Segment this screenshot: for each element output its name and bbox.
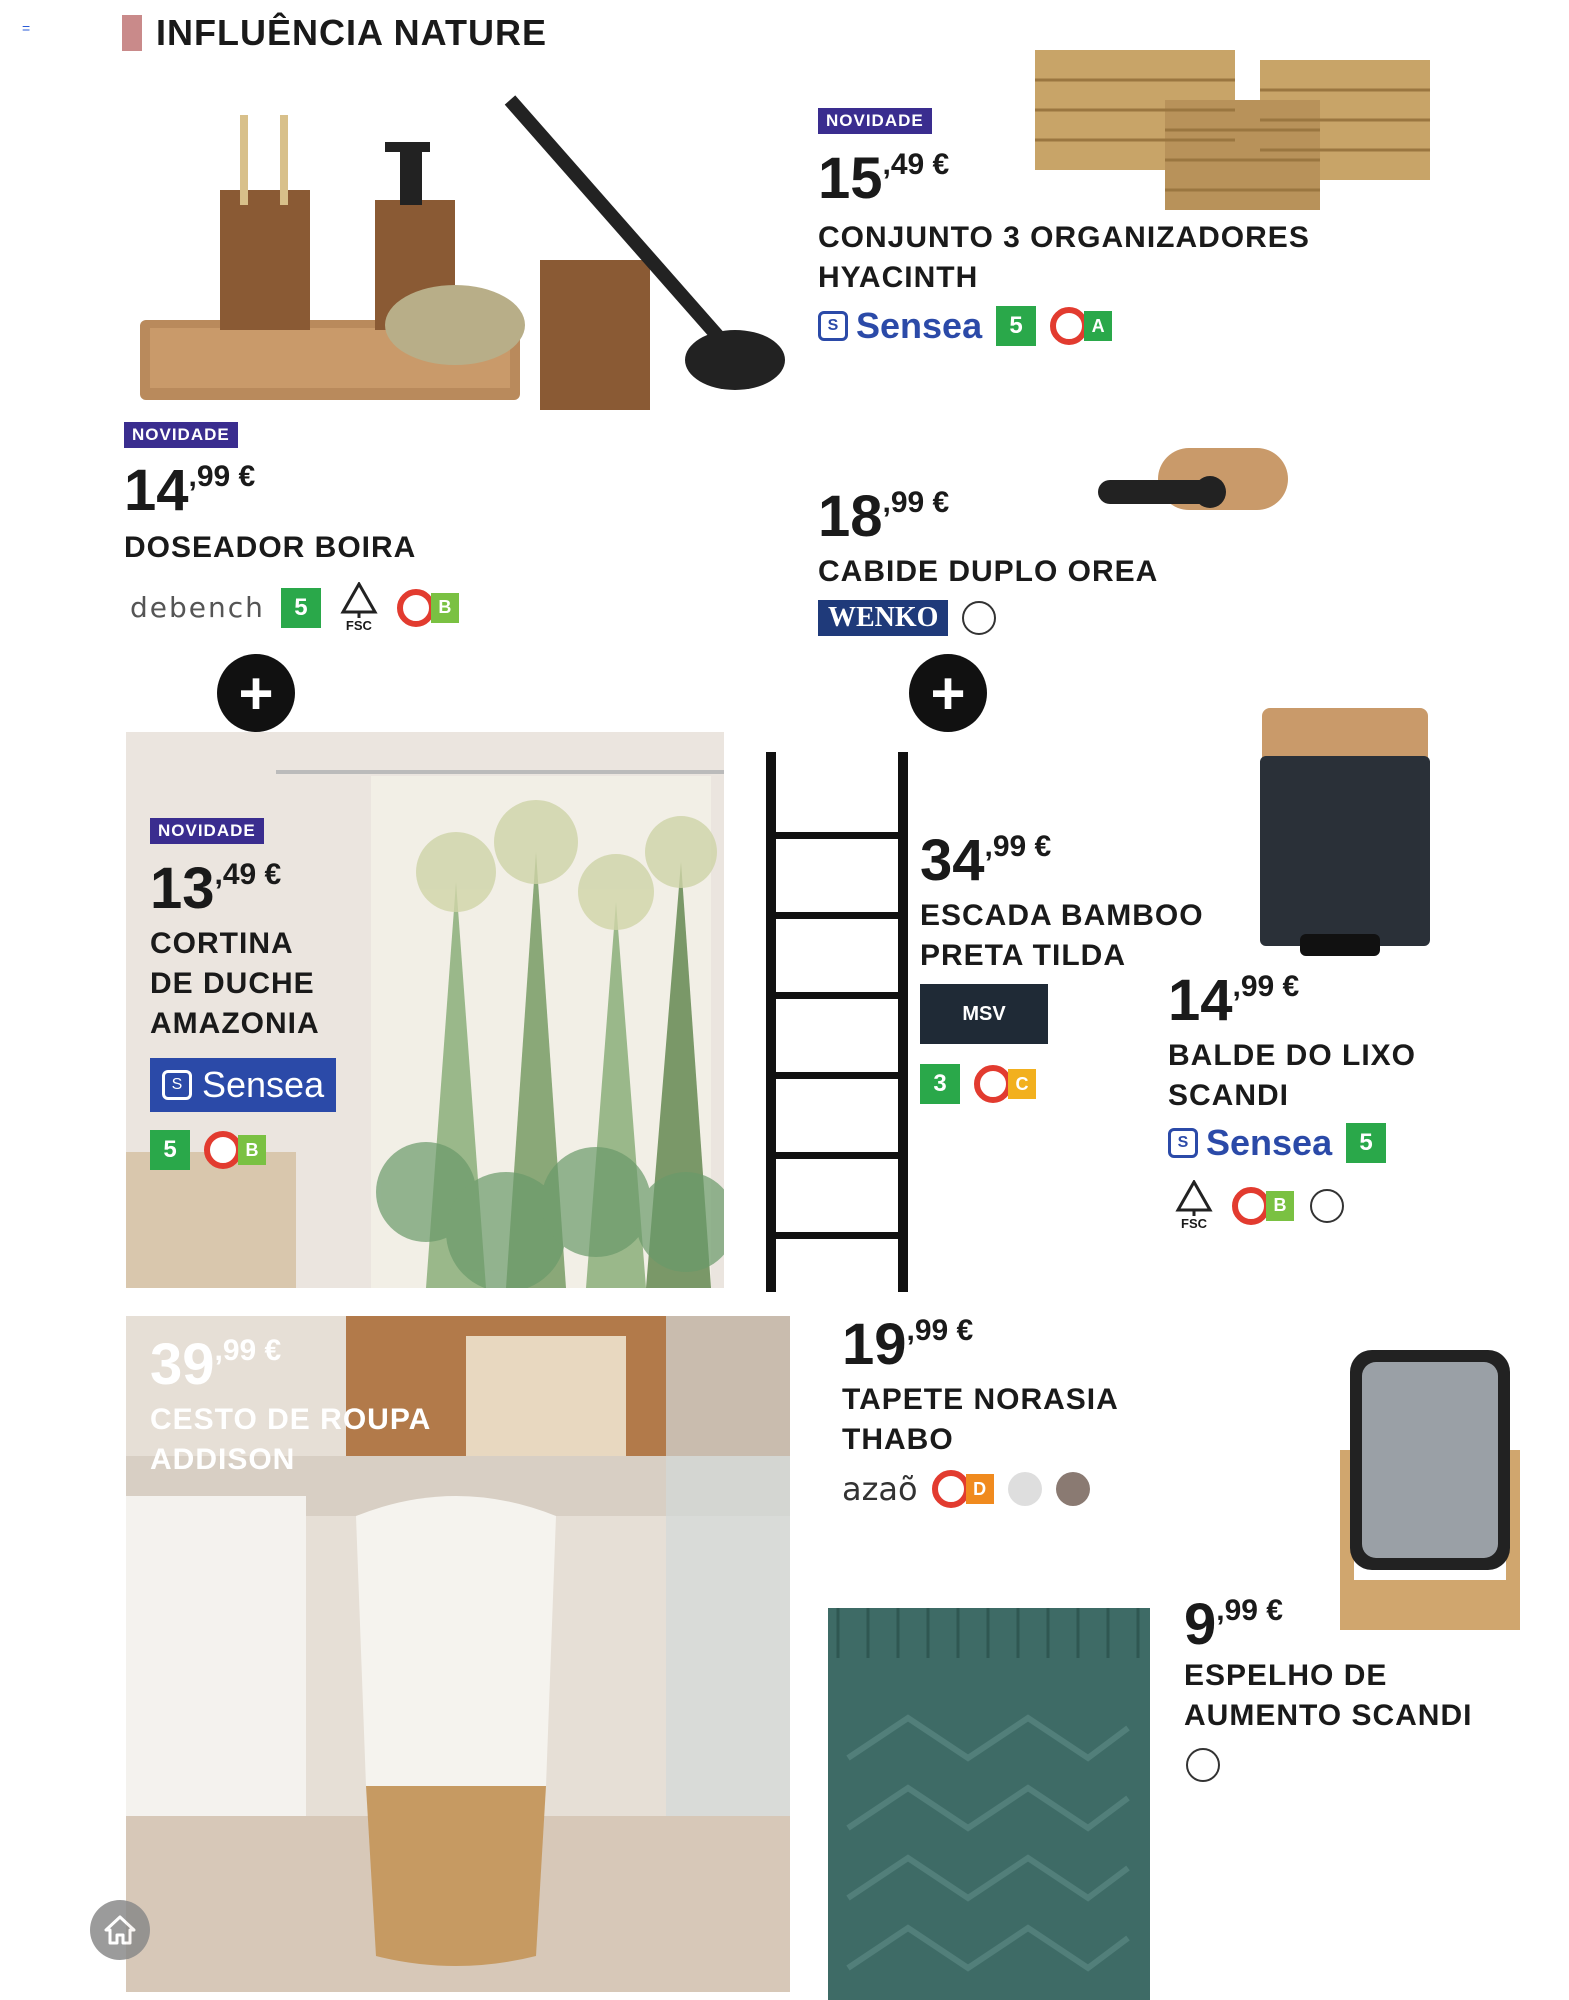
mirror-photo — [1320, 1350, 1540, 1640]
sensea-logo — [150, 1058, 336, 1112]
name-line: CONJUNTO 3 ORGANIZADORES — [818, 221, 1310, 254]
price-balde — [1168, 968, 1300, 1033]
price-dec: ,99 € — [984, 830, 1052, 863]
name-line: CABIDE DUPLO OREA — [818, 555, 1159, 588]
name-line: CESTO DE ROUPA — [150, 1403, 432, 1436]
add-more-button[interactable]: + — [909, 654, 987, 732]
name-line: BALDE DO LIXO — [1168, 1039, 1417, 1072]
price-int: 9 — [1184, 1592, 1217, 1657]
warranty-years-badge: 5 — [281, 588, 321, 628]
warranty-years-badge: 3 — [920, 1064, 960, 1104]
price-int: 18 — [818, 484, 883, 549]
brand-row-balde — [1168, 1122, 1386, 1164]
name-line: ADDISON — [150, 1443, 296, 1476]
product-name-cortina — [150, 924, 320, 1044]
organizers-photo — [1035, 40, 1435, 220]
page-title — [122, 12, 547, 54]
eco-ring-icon — [1232, 1187, 1270, 1225]
name-line: ESCADA BAMBOO — [920, 899, 1204, 932]
price-doseador — [124, 458, 256, 523]
fsc-tree-icon — [1172, 1180, 1216, 1231]
wenko-logo: WENKO — [818, 600, 948, 636]
novidade-badge: NOVIDADE — [124, 422, 238, 448]
price-dec: ,99 € — [1232, 970, 1300, 1003]
product-name-doseador — [124, 528, 416, 568]
debench-logo: debench — [130, 591, 265, 624]
price-cortina — [150, 856, 282, 921]
fsc-label: FSC — [345, 618, 372, 633]
price-dec: ,99 € — [906, 1314, 974, 1347]
brand-row-doseador — [130, 582, 459, 633]
eco-score-badge — [1050, 307, 1112, 345]
cert-row-balde — [1172, 1180, 1344, 1231]
product-name-balde — [1168, 1036, 1416, 1116]
eco-ring-icon — [1050, 307, 1088, 345]
warranty-years-badge: 5 — [996, 306, 1036, 346]
color-swatch[interactable] — [962, 601, 996, 635]
fsc-tree-icon — [337, 582, 381, 633]
price-espelho — [1184, 1592, 1283, 1657]
price-tapete — [842, 1312, 974, 1377]
sensea-logo — [1168, 1122, 1332, 1164]
price-escada — [920, 828, 1052, 893]
eco-score-badge — [974, 1065, 1036, 1103]
price-int: 13 — [150, 856, 215, 921]
eco-score-badge — [204, 1131, 266, 1169]
brand-row-cabide — [818, 600, 996, 636]
eco-grade: C — [1008, 1069, 1036, 1099]
eco-grade: B — [238, 1135, 266, 1165]
name-line: TAPETE NORASIA — [842, 1383, 1119, 1416]
brand-row-tapete — [842, 1470, 1090, 1508]
add-more-button[interactable]: + — [217, 654, 295, 732]
hook-photo — [1098, 440, 1298, 540]
price-dec: ,49 € — [214, 858, 282, 891]
brand-name: Sensea — [856, 305, 983, 346]
price-int: 14 — [124, 458, 189, 523]
warranty-years-badge: 5 — [1346, 1123, 1386, 1163]
bath-accessories-photo — [130, 90, 790, 420]
name-line: AUMENTO SCANDI — [1184, 1699, 1473, 1732]
eco-grade: B — [1266, 1191, 1294, 1221]
eco-ring-icon — [932, 1470, 970, 1508]
ladder-photo — [760, 752, 920, 1292]
product-name-espelho — [1184, 1656, 1472, 1736]
eco-grade: B — [431, 593, 459, 623]
price-cabide — [818, 484, 950, 549]
color-swatch-taupe[interactable] — [1056, 1472, 1090, 1506]
price-dec: ,49 € — [882, 148, 950, 181]
bath-rug-photo — [828, 1608, 1150, 2000]
eco-score-badge — [1232, 1187, 1294, 1225]
eco-ring-icon — [204, 1131, 242, 1169]
price-int: 14 — [1168, 968, 1233, 1033]
sensea-logo — [818, 305, 982, 347]
name-line: ESPELHO DE — [1184, 1659, 1388, 1692]
name-line: DE DUCHE — [150, 967, 315, 1000]
msv-logo: MSV — [920, 984, 1048, 1044]
color-swatch[interactable] — [1186, 1748, 1220, 1782]
brand-name: Sensea — [1206, 1122, 1333, 1163]
brand-row-cortina — [150, 1130, 266, 1170]
home-button[interactable] — [90, 1900, 150, 1960]
sensea-icon: S — [818, 311, 848, 341]
name-line: HYACINTH — [818, 261, 979, 294]
name-line: CORTINA — [150, 927, 294, 960]
title-accent-bar — [122, 15, 142, 51]
corner-mark: = — [22, 20, 31, 36]
page-title-text: INFLUÊNCIA NATURE — [156, 12, 547, 53]
color-swatch[interactable] — [1310, 1189, 1344, 1223]
price-dec: ,99 € — [214, 1334, 282, 1367]
price-int: 34 — [920, 828, 985, 893]
eco-ring-icon — [397, 589, 435, 627]
product-name-cabide — [818, 552, 1158, 592]
name-line: DOSEADOR BOIRA — [124, 531, 417, 564]
name-line: AMAZONIA — [150, 1007, 320, 1040]
warranty-years-badge: 5 — [150, 1130, 190, 1170]
product-name-escada — [920, 896, 1204, 976]
price-organizadores — [818, 146, 950, 211]
name-line: SCANDI — [1168, 1079, 1290, 1112]
name-line: PRETA TILDA — [920, 939, 1126, 972]
fsc-label: FSC — [1181, 1216, 1207, 1231]
eco-score-badge — [932, 1470, 994, 1508]
home-icon — [103, 1914, 137, 1946]
brand-row-escada — [920, 1064, 1036, 1104]
color-swatch-light-grey[interactable] — [1008, 1472, 1042, 1506]
price-cesto — [150, 1332, 282, 1397]
price-int: 15 — [818, 146, 883, 211]
azao-logo: azaõ — [842, 1470, 918, 1508]
brand-name: Sensea — [202, 1064, 325, 1105]
name-line: THABO — [842, 1423, 954, 1456]
novidade-badge: NOVIDADE — [150, 818, 264, 844]
eco-grade: D — [966, 1474, 994, 1504]
novidade-badge: NOVIDADE — [818, 108, 932, 134]
eco-score-badge — [397, 589, 459, 627]
product-name-tapete — [842, 1380, 1119, 1460]
price-dec: ,99 € — [1216, 1594, 1283, 1627]
eco-grade: A — [1084, 311, 1112, 341]
product-name-organizadores — [818, 218, 1310, 298]
trash-bin-photo — [1250, 708, 1440, 968]
brand-row-organizadores — [818, 305, 1112, 347]
price-dec: ,99 € — [882, 486, 950, 519]
price-int: 19 — [842, 1312, 907, 1377]
product-name-cesto — [150, 1400, 431, 1480]
price-int: 39 — [150, 1332, 215, 1397]
eco-ring-icon — [974, 1065, 1012, 1103]
sensea-icon: S — [162, 1070, 192, 1100]
price-dec: ,99 € — [188, 460, 256, 493]
sensea-icon: S — [1168, 1128, 1198, 1158]
